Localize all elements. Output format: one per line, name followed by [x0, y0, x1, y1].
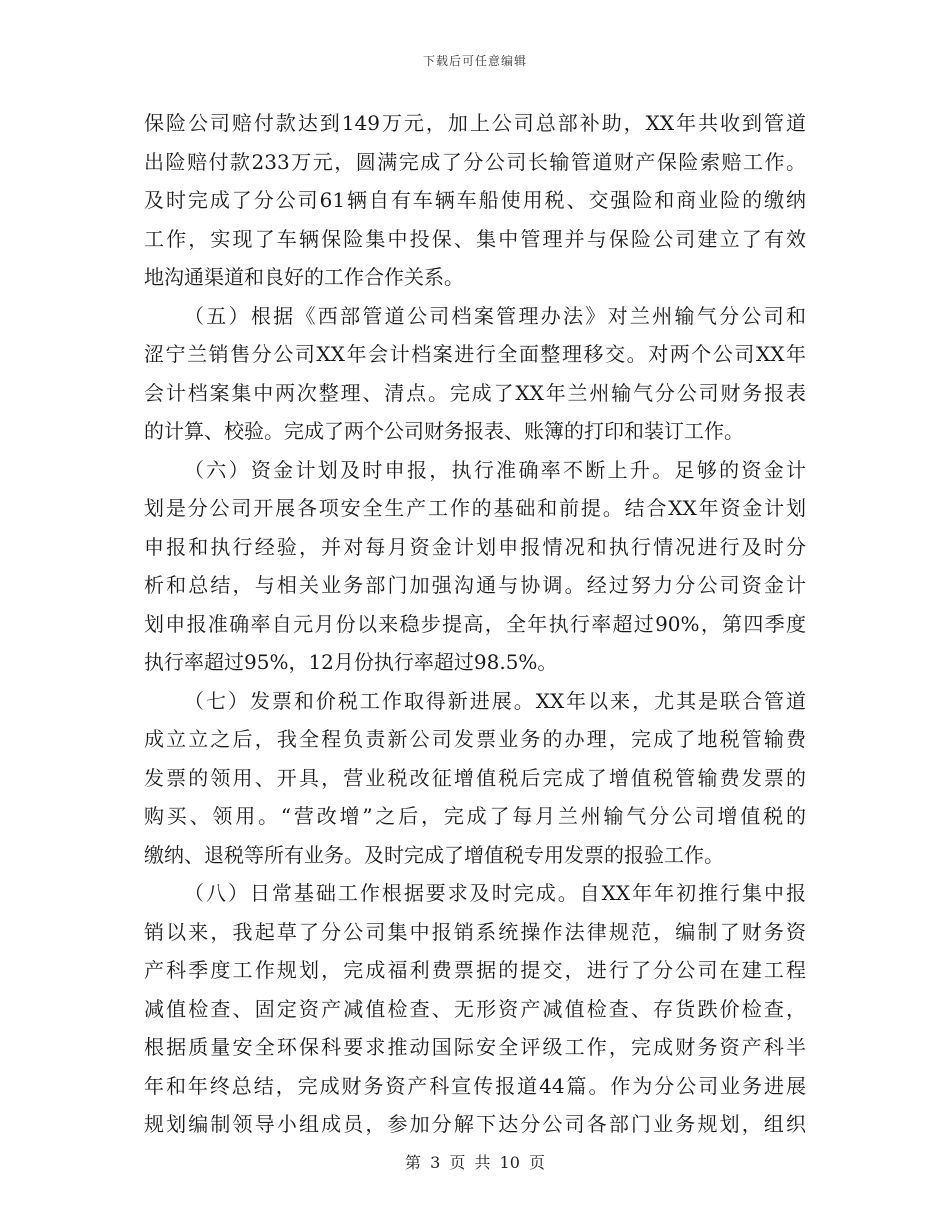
text-line: 根据质量安全环保科要求推动国际安全评级工作，完成财务资产科半: [144, 1035, 806, 1059]
text-line: 执行率超过95%，12月份执行率超过98.5%。: [144, 650, 558, 674]
text-line: （八）日常基础工作根据要求及时完成。自XX年年初推行集中报: [184, 881, 806, 905]
text-line: 涩宁兰销售分公司XX年会计档案进行全面整理移交。对两个公司XX年: [144, 342, 806, 366]
text-line: 产科季度工作规划，完成福利费票据的提交，进行了分公司在建工程: [144, 958, 806, 982]
text-line: 缴纳、退税等所有业务。及时完成了增值税专用发票的报验工作。: [144, 842, 724, 867]
text-line: 购买、领用。“营改增”之后，完成了每月兰州输气分公司增值税的: [144, 804, 806, 828]
text-line: 出险赔付款233万元，圆满完成了分公司长输管道财产保险索赔工作。: [144, 149, 806, 174]
text-line: 及时完成了分公司61辆自有车辆车船使用税、交强险和商业险的缴纳: [144, 188, 806, 212]
text-line: 划申报准确率自元月份以来稳步提高，全年执行率超过90%，第四季度: [144, 611, 806, 636]
page-number: 第 3 页 共 10 页: [405, 1153, 545, 1172]
text-line: 会计档案集中两次整理、清点。完成了XX年兰州输气分公司财务报表: [144, 380, 806, 405]
text-line: 保险公司赔付款达到149万元，加上公司总部补助，XX年共收到管道: [144, 111, 806, 135]
text-line: 销以来，我起草了分公司集中报销系统操作法律规范，编制了财务资: [144, 919, 806, 944]
text-line: 年和年终总结，完成财务资产科宣传报道44篇。作为分公司业务进展: [144, 1073, 806, 1098]
text-line: 地沟通渠道和良好的工作合作关系。: [144, 265, 464, 289]
document-body: [144, 104, 806, 1144]
text-line: 析和总结，与相关业务部门加强沟通与协调。经过努力分公司资金计: [144, 573, 806, 597]
page-header-note: 下载后可任意编辑: [422, 54, 527, 68]
text-line: 划是分公司开展各项安全生产工作的基础和前提。结合XX年资金计划: [144, 496, 806, 520]
text-line: （七）发票和价税工作取得新进展。XX年以来，尤其是联合管道: [184, 688, 806, 713]
text-line: 成立立之后，我全程负责新公司发票业务的办理，完成了地税管输费: [144, 727, 806, 751]
text-line: 工作，实现了车辆保险集中投保、集中管理并与保险公司建立了有效: [144, 226, 806, 251]
text-line: 发票的领用、开具，营业税改征增值税后完成了增值税管输费发票的: [144, 765, 806, 790]
text-line: 申报和执行经验，并对每月资金计划申报情况和执行情况进行及时分: [144, 534, 806, 559]
text-line: （六）资金计划及时申报，执行准确率不断上升。足够的资金计: [184, 457, 806, 482]
text-line: 规划编制领导小组成员，参加分解下达分公司各部门业务规划，组织: [144, 1112, 806, 1136]
text-line: 的计算、校验。完成了两个公司财务报表、账簿的打印和装订工作。: [144, 419, 744, 443]
text-line: （五）根据《西部管道公司档案管理办法》对兰州输气分公司和: [184, 303, 806, 328]
text-line: 减值检查、固定资产减值检查、无形资产减值检查、存货跌价检查，: [144, 996, 806, 1021]
